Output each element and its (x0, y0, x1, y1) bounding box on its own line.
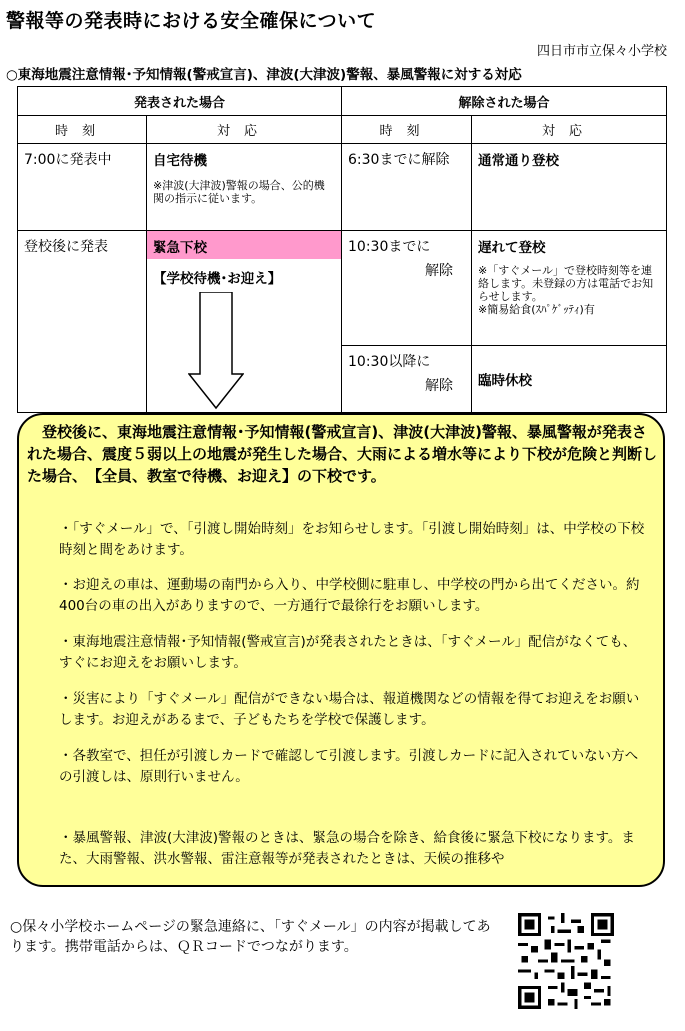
announced-header: 発表された場合 (18, 87, 342, 116)
cleared-response-cell (472, 346, 667, 413)
box-heading: 登校後に、東海地震注意情報･予知情報(警戒宣言)、津波(大津波)警報、暴風警報が発表された場合、震度５弱以上の地震が発生した場合、大雨による増水等により下校が危険と判断した場合、 【全員、教室で待機、お迎え】の下校です。 (27, 423, 658, 485)
cleared-time-suffix: 解除 (425, 263, 454, 279)
emergency-dismissal-highlight: 緊急下校 (147, 231, 341, 259)
cleared-header: 解除された場合 (342, 87, 667, 116)
list-item: ・暴風警報、津波(大津波)警報のときは、緊急の場合を除き、給食後に緊急下校になります。また、大雨警報、洪水警報、雷注意報等が発表されたときは、天候の推移や (59, 830, 635, 867)
announced-response: 自宅待機 (153, 153, 207, 169)
section-subtitle: ○東海地震注意情報･予知情報(警戒宣言)、津波(大津波)警報、暴風警報に対する対応 (6, 67, 522, 83)
cleared-response: 遅れて登校 (478, 240, 546, 256)
announced-response-cell (147, 231, 342, 413)
cleared-time: 6:30までに解除 (348, 152, 450, 168)
col-time-announced: 時刻 (18, 116, 147, 144)
cleared-time: 10:30以降に (348, 354, 431, 370)
instruction-box (17, 413, 665, 887)
list-item: ・「すぐメール」で、「引渡し開始時刻」をお知らせします。「引渡し開始時刻」は、中学校の下校時刻と間をあけます。 (59, 521, 645, 558)
cleared-response-cell (472, 231, 667, 346)
school-name: 四日市市立保々小学校 (536, 44, 667, 59)
table-subheader-row (18, 116, 667, 144)
page-title: 警報等の発表時における安全確保について (6, 10, 377, 32)
col-time-cleared: 時刻 (342, 116, 472, 144)
announced-response-cell (147, 144, 342, 231)
announced-time-cell (18, 231, 147, 413)
announced-sub: 【学校待機･お迎え】 (153, 271, 282, 287)
list-item: ・各教室で、担任が引渡しカードで確認して引渡します。引渡しカードに記入されていない方への引渡しは、原則行いません。 (59, 748, 639, 785)
response-table (17, 86, 667, 413)
down-arrow-icon (188, 292, 244, 410)
cleared-response: 通常通り登校 (478, 153, 560, 169)
list-item: ・東海地震注意情報･予知情報(警戒宣言)が発表されたときは、「すぐメール」配信がなくても、すぐにお迎えをお願いします。 (59, 634, 637, 671)
cleared-time-cell (342, 346, 472, 413)
cleared-note-lunch: ※簡易給食(ｽﾊﾟｹﾞｯﾃｨ)有 (478, 303, 595, 316)
col-response-announced: 対応 (147, 116, 342, 144)
cleared-response-cell (472, 144, 667, 231)
cleared-time-cell (342, 231, 472, 346)
cleared-note: ※「すぐメール」で登校時刻等を連絡します。未登録の方は電話でお知らせします。 (478, 264, 654, 303)
announced-time: 登校後に発表 (24, 239, 108, 255)
col-response-cleared: 対応 (472, 116, 667, 144)
qr-code-icon (518, 913, 614, 1009)
table-row (18, 144, 667, 231)
table-header-row (18, 87, 667, 116)
list-item: ・お迎えの車は、運動場の南門から入り、中学校側に駐車し、中学校の門から出てください。約400台の車の出入がありますので、一方通行で最徐行をお願いします。 (59, 577, 640, 614)
footer-note: ○保々小学校ホームページの緊急連絡に、「すぐメール」の内容が掲載してあります。携帯電話からは、ＱＲコードでつながります。 (10, 919, 491, 955)
cleared-time: 10:30までに (348, 239, 431, 255)
cleared-time-cell (342, 144, 472, 231)
cleared-time-suffix: 解除 (425, 378, 454, 394)
cleared-response: 臨時休校 (478, 373, 533, 389)
list-item: ・災害により「すぐメール」配信ができない場合は、報道機関などの情報を得てお迎えをお願いします。お迎えがあるまで、子どもたちを学校で保護します。 (59, 691, 640, 728)
announced-time: 7:00に発表中 (24, 152, 112, 168)
announced-time-cell (18, 144, 147, 231)
announced-note: ※津波(大津波)警報の場合、公的機関の指示に従います。 (153, 179, 325, 205)
table-row (18, 231, 667, 346)
